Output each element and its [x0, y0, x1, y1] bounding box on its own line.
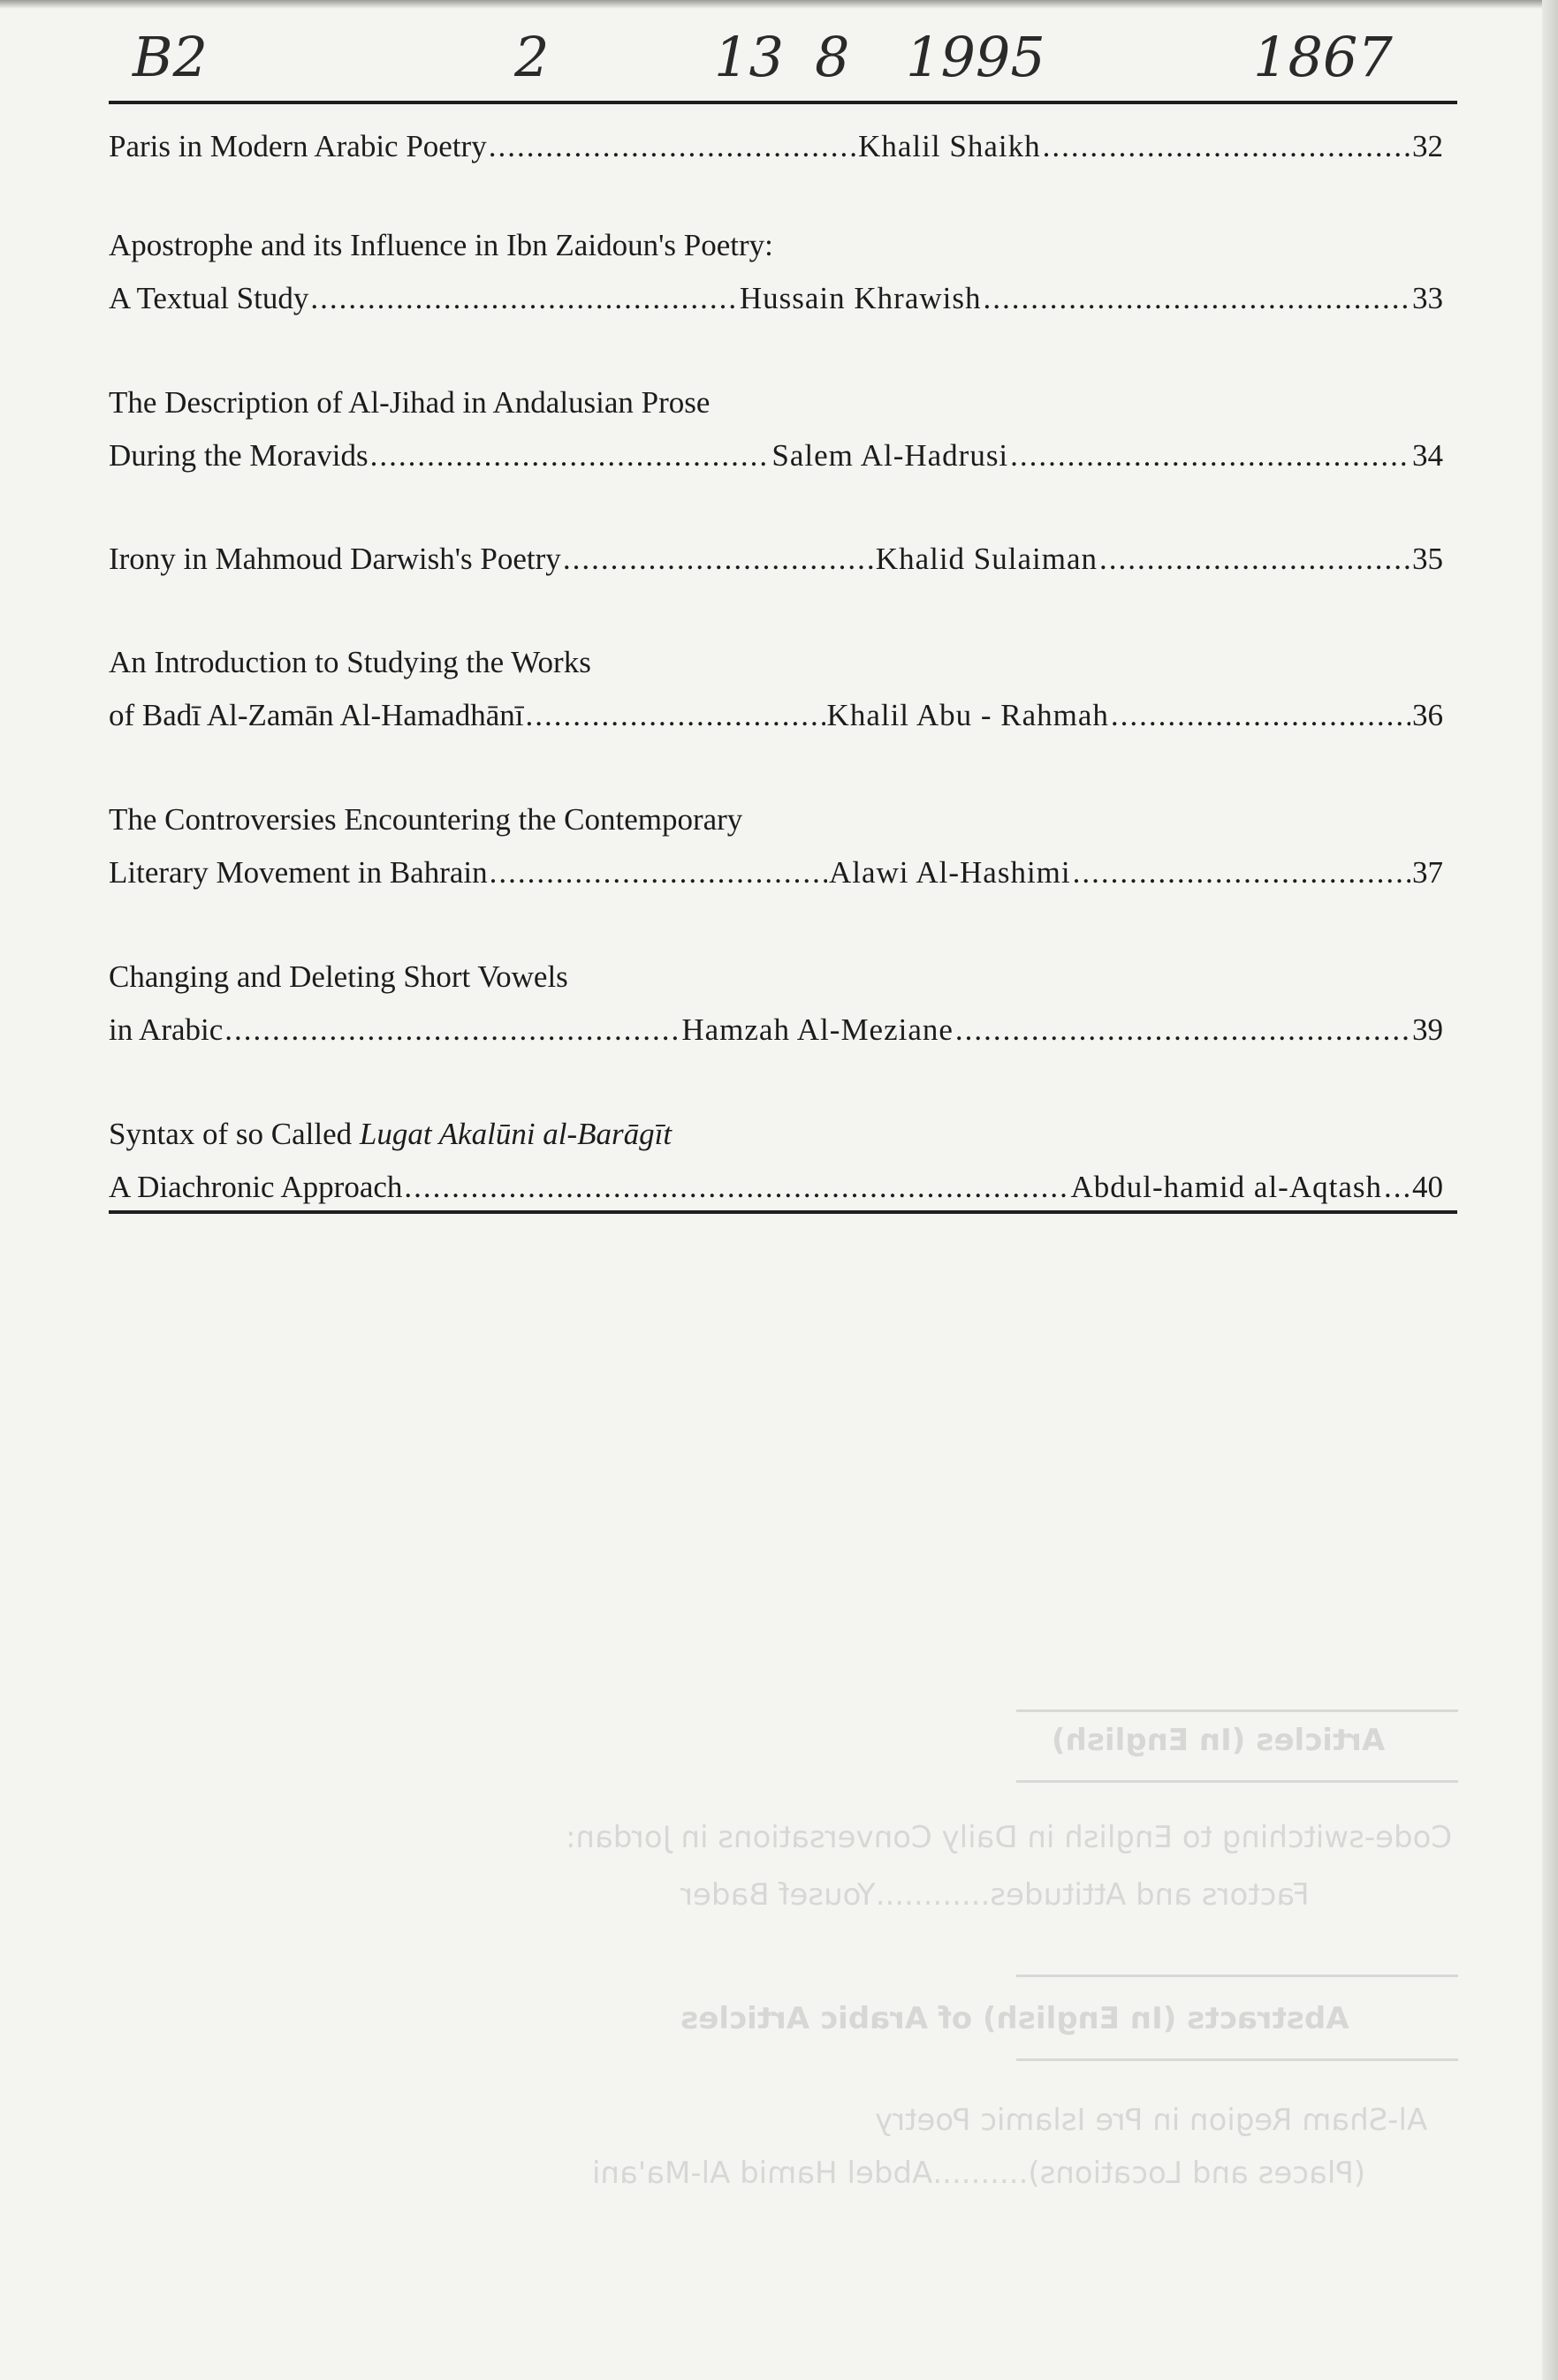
toc-line: [109, 272, 1443, 325]
article-author: Khalid Sulaiman: [875, 542, 1098, 576]
bleed-line-2: Factors and Attitudes............Yousef Bader: [680, 1877, 1310, 1913]
toc-line: [109, 846, 1443, 899]
article-title: An Introduction to Studying the Works: [109, 645, 591, 679]
dot-leader: [1043, 120, 1410, 173]
toc-line: [109, 689, 1443, 742]
toc-line: [109, 533, 1443, 586]
dot-leader: [1010, 429, 1410, 482]
dot-leader: [1073, 846, 1410, 899]
dot-leader: [1099, 533, 1410, 586]
handwritten-mark: 13: [714, 25, 784, 89]
toc-line: [109, 120, 1443, 173]
page-number: 36: [1412, 698, 1443, 732]
article-title: A Diachronic Approach: [109, 1170, 403, 1204]
article-author: Khalil Abu - Rahmah: [826, 698, 1109, 732]
page-right-edge: [1542, 0, 1558, 2380]
toc-line: [109, 1108, 1443, 1161]
bleed-rule: [1016, 1709, 1458, 1712]
toc-line: [109, 1004, 1443, 1057]
article-title: The Controversies Encountering the Contemporary: [109, 802, 743, 837]
bleed-heading-1: Articles (In English): [1052, 1723, 1386, 1758]
toc-entry: [109, 376, 1443, 482]
handwritten-mark: B2: [133, 25, 209, 89]
article-title: of Badī Al-Zamān Al-Hamadhānī: [109, 698, 524, 732]
article-author: Salem Al-Hadrusi: [771, 438, 1009, 473]
article-title: Irony in Mahmoud Darwish's Poetry: [109, 542, 561, 576]
dot-leader: [1384, 1161, 1410, 1214]
page-number: 32: [1412, 129, 1443, 163]
toc-line: [109, 376, 1443, 429]
toc-entry: [109, 533, 1443, 586]
article-title: Paris in Modern Arabic Poetry: [109, 129, 487, 163]
article-author: Hussain Khrawish: [739, 281, 982, 315]
dot-leader: [955, 1004, 1410, 1057]
page-number: 39: [1412, 1012, 1443, 1047]
article-author: Khalil Shaikh: [858, 129, 1041, 163]
article-author: Alawi Al-Hashimi: [829, 855, 1071, 890]
article-title-italic: Lugat Akalūni al-Barāgīt: [359, 1117, 673, 1151]
toc-line: [109, 951, 1443, 1004]
bleed-rule: [1016, 1974, 1458, 1977]
dot-leader: [224, 1004, 680, 1057]
dot-leader: [563, 533, 874, 586]
top-rule: [109, 101, 1457, 104]
article-author: Abdul-hamid al-Aqtash: [1070, 1170, 1382, 1204]
handwritten-mark: 1867: [1253, 25, 1393, 89]
dot-leader: [370, 429, 771, 482]
toc-line: [109, 793, 1443, 846]
page-number: 34: [1411, 438, 1443, 473]
handwritten-mark: 2: [514, 25, 550, 89]
page-number: 37: [1412, 855, 1443, 890]
dot-leader: [489, 120, 856, 173]
article-title: Syntax of so Called: [109, 1117, 360, 1151]
dot-leader: [490, 846, 827, 899]
bleed-rule: [1016, 1780, 1458, 1783]
bleed-line-1: Code-switching to English in Daily Conversations in Jordan:: [566, 1820, 1453, 1855]
page-top-edge: [0, 0, 1558, 9]
dot-leader: [404, 1161, 1068, 1214]
toc-entry: [109, 120, 1443, 173]
dot-leader: [310, 272, 738, 325]
bleed-heading-2: Abstracts (In English) of Arabic Articles: [680, 2001, 1349, 2036]
article-title: Apostrophe and its Influence in Ibn Zaidoun's Poetry:: [109, 228, 773, 262]
dot-leader: [983, 272, 1410, 325]
page-number: 40: [1412, 1170, 1443, 1204]
article-title: The Description of Al-Jihad in Andalusian Prose: [109, 385, 711, 420]
toc-entry: [109, 636, 1443, 742]
toc-entry: [109, 951, 1443, 1057]
dot-leader: [1111, 689, 1410, 742]
page-number: 33: [1411, 281, 1443, 315]
toc-entry: [109, 1108, 1443, 1214]
toc-line: [109, 636, 1443, 689]
toc-line: [109, 1161, 1443, 1214]
handwritten-mark: 1995: [906, 25, 1045, 89]
dot-leader: [525, 689, 825, 742]
article-title: During the Moravids: [109, 438, 369, 473]
handwritten-annotation: [0, 25, 1558, 104]
bleed-rule: [1016, 2058, 1458, 2061]
toc-entry: [109, 219, 1443, 325]
handwritten-mark: 8: [815, 25, 850, 89]
article-author: Hamzah Al-Meziane: [681, 1012, 954, 1047]
toc-line: [109, 429, 1443, 482]
article-title: A Textual Study: [109, 281, 309, 315]
article-title: Changing and Deleting Short Vowels: [109, 959, 568, 994]
bleed-line-3: Al-Sham Region in Pre Islamic Poetry: [875, 2103, 1428, 2138]
bottom-rule: [109, 1210, 1457, 1214]
article-title: Literary Movement in Bahrain: [109, 855, 488, 890]
article-title: in Arabic: [109, 1012, 224, 1047]
toc-line: [109, 219, 1443, 272]
bleed-line-4: (Places and Locations)..........Abdel Hamid Al-Ma'ani: [592, 2156, 1366, 2191]
toc-entry: [109, 793, 1443, 899]
page-number: 35: [1412, 542, 1443, 576]
